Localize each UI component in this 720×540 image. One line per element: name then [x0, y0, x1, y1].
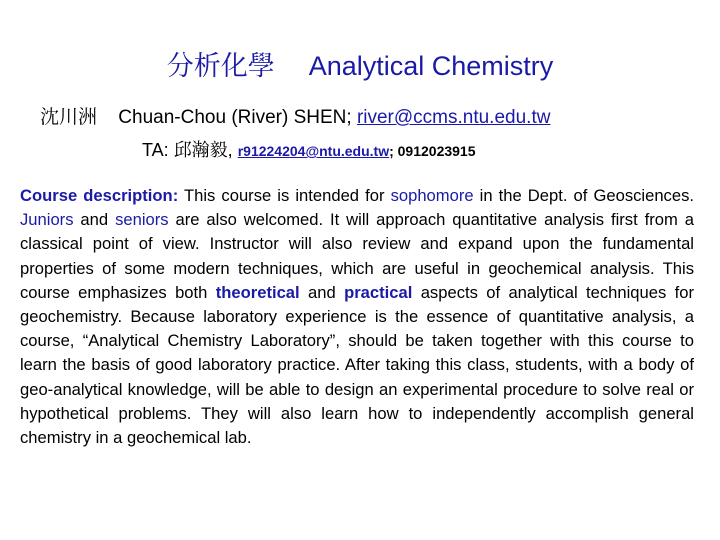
title-chinese: 分析化學 [166, 51, 275, 81]
instructor-name: Chuan-Chou (River) SHEN; [118, 107, 352, 128]
description-text-6: aspects of analytical techniques for geochemistry. Because laboratory experience is the essence of quantitative analysis, a course, “Analytical Chemistry Laboratory”, should be taken together with this course to learn the basis of good laboratory practice. After taking this class, students, with a body of geo-analytical knowledge, will be able to design an experimental procedure to solve real or hypothetical problems. They will also learn how to independently accomplish general chemistry in a geochemical lab. [20, 282, 694, 448]
description-text-2: in the Dept. of Geosciences. [473, 186, 694, 205]
instructor-chinese-name: 沈川洲 [40, 107, 98, 128]
keyword-juniors: Juniors [20, 210, 74, 230]
description-text-4: are also welcomed. It will approach quantitative analysis first from a classical point of view. Instructor will also review and expand upon the fundamental properties of some modern techniques, which are useful in geochemical analysis. This course emphasizes both [20, 210, 694, 302]
keyword-theoretical: theoretical [215, 282, 300, 302]
ta-name: 邱瀚毅, [173, 140, 233, 160]
description-text-1: This course is intended for [178, 186, 391, 205]
description-colon: : [172, 186, 179, 205]
page-title [0, 44, 720, 83]
ta-line [142, 136, 476, 162]
keyword-seniors: seniors [115, 210, 169, 230]
description-text-3: and [73, 210, 116, 230]
keyword-practical: practical [344, 282, 413, 302]
ta-phone: ; 0912023915 [389, 143, 476, 159]
ta-label: TA: [142, 140, 169, 160]
instructor-line [40, 102, 550, 129]
description-label: Course description [20, 186, 173, 205]
course-description [20, 184, 694, 450]
keyword-sophomore: sophomore [390, 186, 474, 205]
instructor-email-link[interactable]: river@ccms.ntu.edu.tw [356, 107, 551, 128]
ta-email-link[interactable]: r91224204@ntu.edu.tw [237, 143, 390, 159]
description-text-5: and [299, 282, 345, 302]
title-english: Analytical Chemistry [308, 51, 554, 81]
